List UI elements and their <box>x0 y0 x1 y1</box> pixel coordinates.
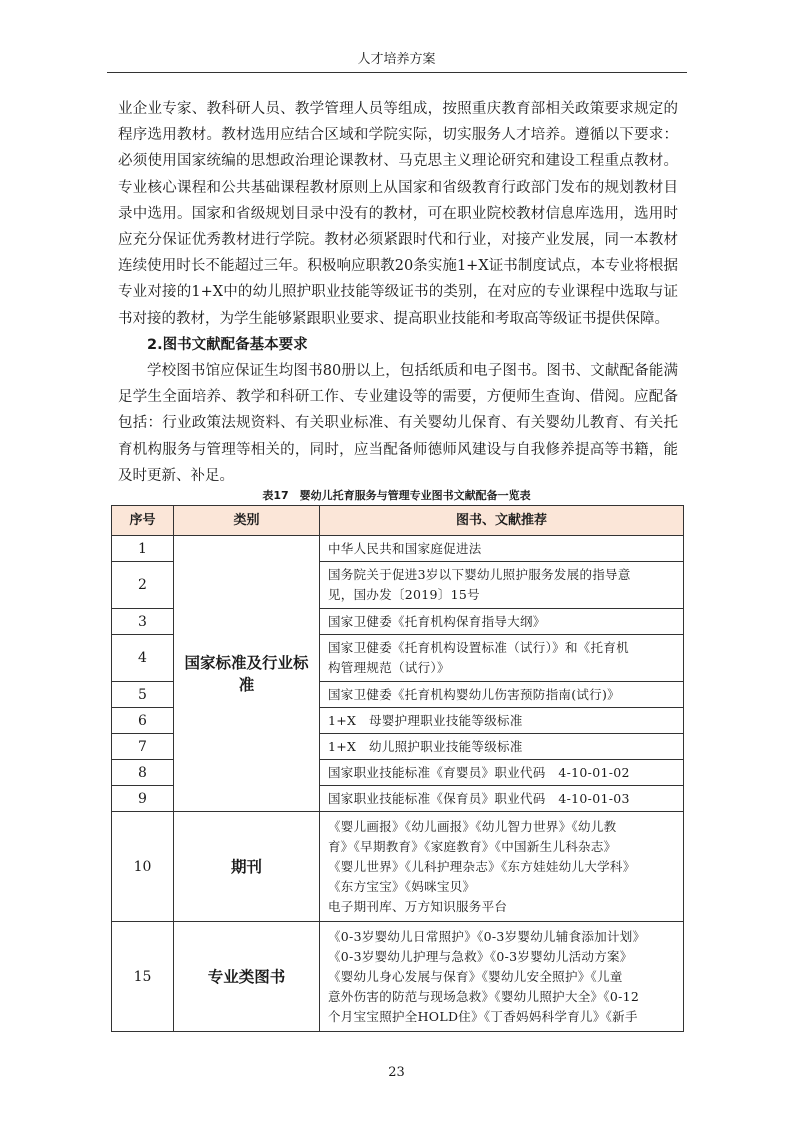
book-cell <box>320 682 684 708</box>
row-number: 10 <box>112 812 174 922</box>
book-line: 国家卫健委《托育机构保育指导大纲》 <box>328 613 546 629</box>
book-line: 电子期刊库、万方知识服务平台 <box>328 898 508 914</box>
table-row <box>112 536 684 562</box>
book-cell <box>320 760 684 786</box>
book-line: 1+X 幼儿照护职业技能等级标准 <box>328 738 523 754</box>
book-line: 《婴幼儿身心发展与保育》《婴幼儿安全照护》《儿童 <box>328 968 623 984</box>
book-line: 国务院关于促进3岁以下婴幼儿照护服务发展的指导意 <box>328 567 631 582</box>
row-number: 8 <box>112 760 174 786</box>
book-line: 《婴儿画报》《幼儿画报》《幼儿智力世界》《幼儿教 <box>328 818 617 834</box>
book-line: 构管理规范（试行）》 <box>328 660 450 675</box>
book-cell <box>320 536 684 562</box>
book-line: 《0-3岁婴幼儿护理与急救》《0-3岁婴幼儿活动方案》 <box>328 948 633 964</box>
row-number: 1 <box>112 536 174 562</box>
book-line: 《东方宝宝》《妈咪宝贝》 <box>328 878 476 894</box>
book-line: 中华人民共和国家庭促进法 <box>328 540 482 556</box>
book-cell <box>320 812 684 922</box>
book-cell <box>320 562 684 609</box>
table-row <box>112 812 684 922</box>
table-header-row <box>112 506 684 536</box>
running-header: 人才培养方案 <box>357 52 436 67</box>
category-cell: 国家标准及行业标准 <box>174 536 320 812</box>
book-line: 育》《早期教育》《家庭教育》《中国新生儿科杂志》 <box>328 838 617 854</box>
paragraph-library-requirements: 学校图书馆应保证生均图书80册以上，包括纸质和电子图书。图书、文献配备能满足学生全面培养、教学和科研工作、专业建设等的需要，方便师生查询、借阅。应配备包括：行业政策法规资料、有关职业标准、有关婴幼儿保育、有关婴幼儿教育、有关托育机构服务与管理等相关的，同时，应当配备师德师风建设与自我修养提高等书籍，能及时更新、补足。 <box>118 363 678 484</box>
row-number: 5 <box>112 682 174 708</box>
body-text <box>118 96 678 489</box>
category-cell: 专业类图书 <box>174 922 320 1032</box>
header-books: 图书、文献推荐 <box>320 506 684 536</box>
book-line: 个月宝宝照护全HOLD住》《丁香妈妈科学育儿》《新手 <box>328 1008 638 1024</box>
book-list-table <box>111 505 684 1032</box>
page-number: 23 <box>388 1065 405 1080</box>
row-number: 2 <box>112 562 174 609</box>
book-line: 见，国办发〔2019〕15号 <box>328 587 480 602</box>
book-line: 国家职业技能标准《育婴员》职业代码 4-10-01-02 <box>328 764 630 780</box>
table-row <box>112 922 684 1032</box>
row-number: 9 <box>112 786 174 812</box>
category-cell: 期刊 <box>174 812 320 922</box>
book-line: 意外伤害的防范与现场急救》《婴幼儿照护大全》《0-12 <box>328 988 640 1004</box>
book-cell <box>320 922 684 1032</box>
book-cell <box>320 708 684 734</box>
header-category: 类别 <box>174 506 320 536</box>
book-line: 1+X 母婴护理职业技能等级标准 <box>328 712 523 728</box>
book-line: 国家卫健委《托育机构婴幼儿伤害预防指南(试行)》 <box>328 686 620 702</box>
book-cell <box>320 734 684 760</box>
row-number: 7 <box>112 734 174 760</box>
row-number: 15 <box>112 922 174 1032</box>
book-line: 国家职业技能标准《保育员》职业代码 4-10-01-03 <box>328 790 630 806</box>
header-number: 序号 <box>112 506 174 536</box>
row-number: 4 <box>112 635 174 682</box>
book-line: 国家卫健委《托育机构设置标准（试行）》和《托育机 <box>328 640 629 655</box>
header-divider <box>107 72 687 73</box>
section-heading-library: 2.图书文献配备基本要求 <box>147 336 308 353</box>
table-caption: 表17 婴幼儿托育服务与管理专业图书文献配备一览表 <box>262 489 531 502</box>
book-line: 《0-3岁婴幼儿日常照护》《0-3岁婴幼儿辅食添加计划》 <box>328 928 646 944</box>
book-cell <box>320 786 684 812</box>
row-number: 3 <box>112 609 174 635</box>
book-cell <box>320 609 684 635</box>
book-cell <box>320 635 684 682</box>
paragraph-textbook-selection: 业企业专家、教科研人员、教学管理人员等组成，按照重庆教育部相关政策要求规定的程序选用教材。教材选用应结合区域和学院实际，切实服务人才培养。遵循以下要求：必须使用国家统编的思想政治理论课教材、马克思主义理论研究和建设工程重点教材。专业核心课程和公共基础课程教材原则上从国家和省级教育行政部门发布的规划教材目录中选用。国家和省级规划目录中没有的教材，可在职业院校教材信息库选用，选用时应充分保证优秀教材进行学院。教材必须紧跟时代和行业，对接产业发展，同一本教材连续使用时长不能超过三年。积极响应职教20条实施1+X证书制度试点，本专业将根据专业对接的1+X中的幼儿照护职业技能等级证书的类别，在对应的专业课程中选取与证书对接的教材，为学生能够紧跟职业要求、提高职业技能和考取高等级证书提供保障。 <box>118 101 678 327</box>
row-number: 6 <box>112 708 174 734</box>
book-line: 《婴儿世界》《儿科护理杂志》《东方娃娃幼儿大学科》 <box>328 858 636 874</box>
